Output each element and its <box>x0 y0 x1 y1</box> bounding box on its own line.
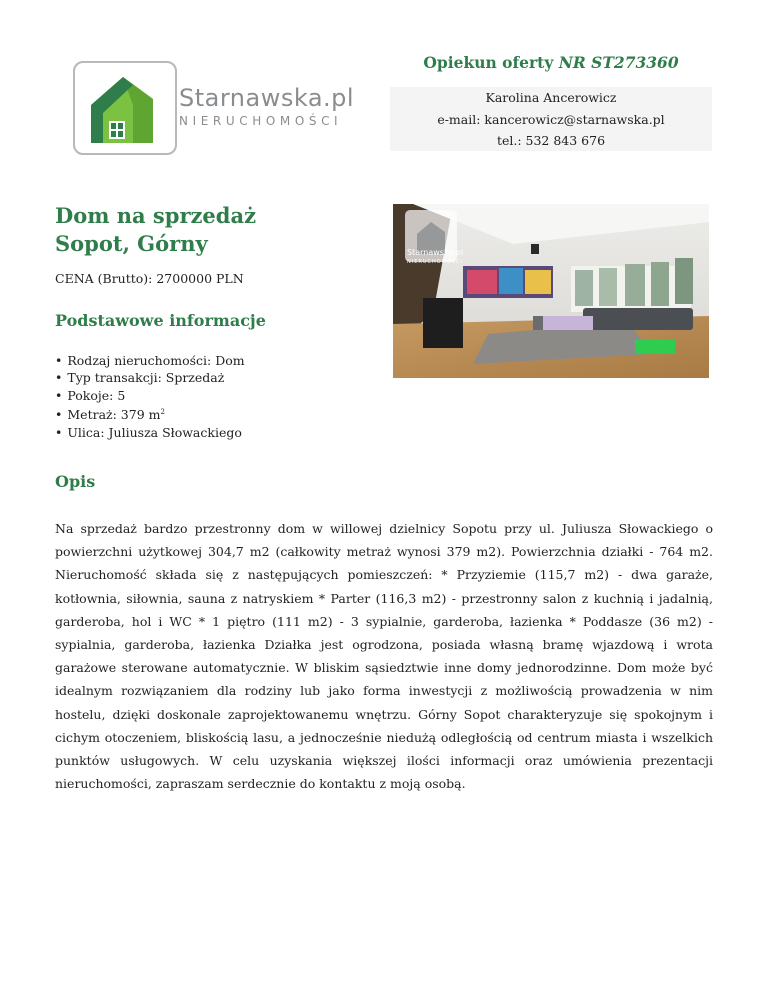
list-item: • Pokoje: 5 <box>55 387 245 404</box>
description-heading: Opis <box>55 472 96 491</box>
list-item: • Typ transakcji: Sprzedaż <box>55 369 245 386</box>
property-photo <box>393 204 709 378</box>
agent-email: e-mail: kancerowicz@starnawska.pl <box>437 111 665 127</box>
house-logo-icon <box>75 63 175 153</box>
agent-phone: tel.: 532 843 676 <box>496 133 606 148</box>
title-line-1: Dom na sprzedaż <box>55 203 257 228</box>
agent-name: Karolina Ancerowicz <box>485 90 617 105</box>
agent-heading-prefix: Opiekun oferty <box>423 53 554 72</box>
offer-number: NR ST273360 <box>558 53 679 72</box>
basic-info-list <box>55 352 245 441</box>
agent-contact-box <box>390 87 712 151</box>
page-title <box>55 202 256 258</box>
list-item: • Metraż: 379 $m^2$ <box>55 404 245 424</box>
logo-name: Starnawska.pl <box>179 84 355 112</box>
logo-tagline: NIERUCHOMOŚCI <box>179 114 343 128</box>
living-room-image <box>393 204 709 378</box>
logo-icon <box>73 61 177 155</box>
agent-heading <box>390 53 712 72</box>
basic-info-heading: Podstawowe informacje <box>55 311 266 330</box>
list-item: • Rodzaj nieruchomości: Dom <box>55 352 245 369</box>
description-text: Na sprzedaż bardzo przestronny dom w willowej dzielnicy Sopotu przy ul. Juliusza Słowackiego o powierzchni użytkowej 304,7 m2 (całkowity metraż wynosi 379 m2). Powierzchnia działki - 764 m2. Nieruchomość składa się z następujących pomieszczeń: * Przyziemie (115,7 m2) - dwa garaże, kotłownia, siłownia, sauna z natryskiem * Parter (116,3 m2) - przestronny salon z kuchnią i jadalnią, garderoba, hol i WC * 1 piętro (111 m2) - 3 sypialnie, garderoba, łazienka * Poddasze (36 m2) - sypialnia, garderoba, łazienka Działka jest ogrodzona, posiada własną bramę wjazdową i wrota garażowe sterowane automatycznie. W bliskim sąsiedztwie inne domy jednorodzinne. Dom może być idealnym rozwiązaniem dla rodziny lub jako forma inwestycji z możliwością prowadzenia w nim hostelu, dzięki doskonale zaprojektowanemu wnętrzu. Górny Sopot charakteryzuje się spokojnym i cichym otoczeniem, bliskością lasu, a jednocześnie niedużą odległością od centrum miasta i wszelkich punktów usługowych. W celu uzyskania większej ilości informacji oraz umówienia prezentacji nieruchomości, zapraszam serdecznie do kontaktu z moją osobą. <box>55 521 713 792</box>
photo-watermark-tagline: NIERUCHOMOŚCI <box>407 259 464 265</box>
price: CENA (Brutto): 2700000 PLN <box>55 271 244 286</box>
list-item: • Ulica: Juliusza Słowackiego <box>55 424 245 441</box>
photo-watermark-name: Starnawska.pl <box>407 248 464 257</box>
title-line-2: Sopot, Górny <box>55 231 208 256</box>
area-unit-sup: 2 <box>160 408 165 417</box>
